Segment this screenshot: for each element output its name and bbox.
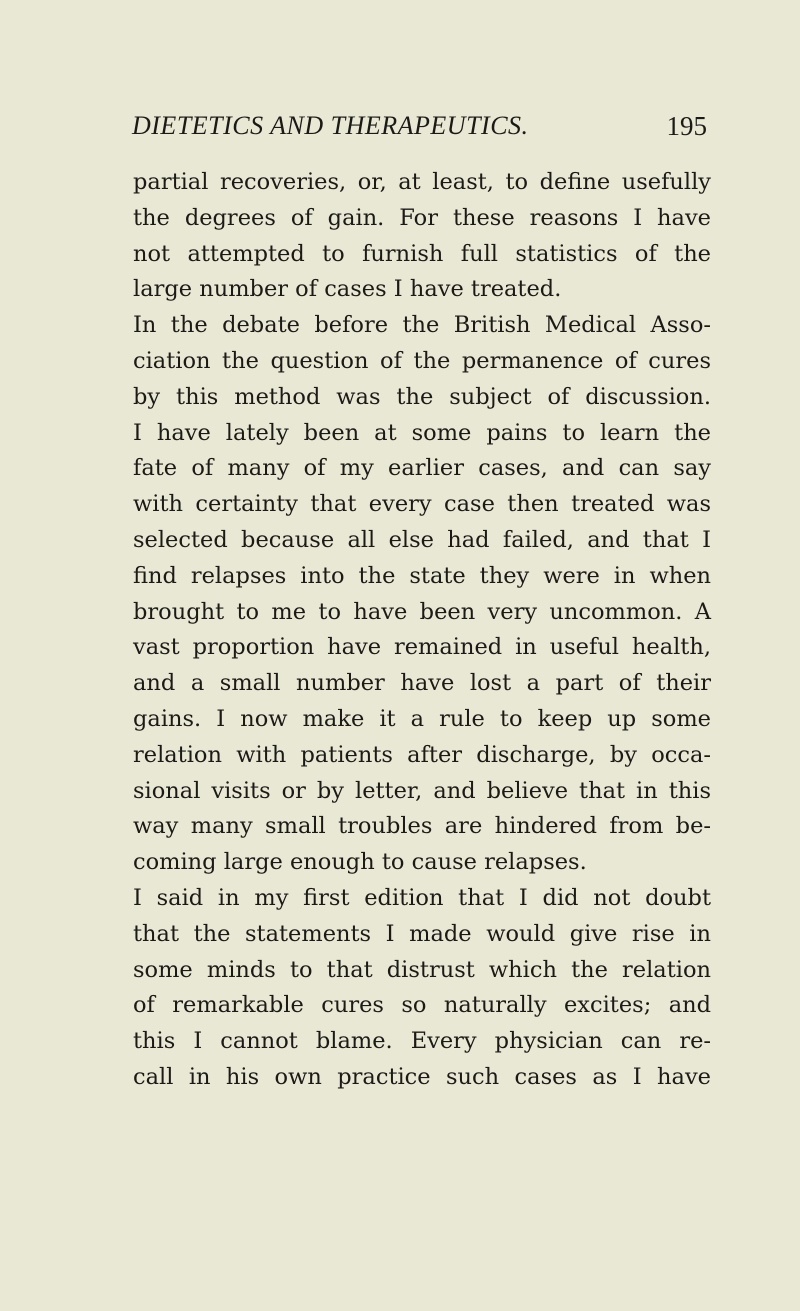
text-line: some minds to that distrust which the relation xyxy=(133,956,711,983)
text-line: call in his own practice such cases as I have xyxy=(133,1063,711,1090)
text-line: this I cannot blame. Every physician can re- xyxy=(133,1028,711,1055)
running-head: DIETETICS AND THERAPEUTICS. xyxy=(132,111,529,140)
text-line: with certainty that every case then treated was xyxy=(133,491,711,518)
text-line: coming large enough to cause relapses. xyxy=(133,849,587,876)
text-line: not attempted to furnish full statistics of the xyxy=(133,240,711,267)
text-line: I have lately been at some pains to learn the xyxy=(133,419,711,446)
text-line: the degrees of gain. For these reasons I have xyxy=(133,204,711,231)
text-line: of remarkable cures so naturally excites; and xyxy=(133,992,711,1019)
text-line: In the debate before the British Medical Asso- xyxy=(133,312,711,339)
text-line: brought to me to have been very uncommon. A xyxy=(133,598,711,625)
page-number: 195 xyxy=(666,110,707,141)
text-line: gains. I now make it a rule to keep up some xyxy=(133,705,711,732)
text-line: and a small number have lost a part of their xyxy=(133,670,711,697)
text-line: ciation the question of the permanence of cures xyxy=(133,347,711,374)
text-line: that the statements I made would give rise in xyxy=(133,920,711,947)
body-text xyxy=(133,165,711,1096)
text-line: partial recoveries, or, at least, to define usefully xyxy=(133,169,711,195)
text-line: relation with patients after discharge, by occa- xyxy=(133,741,711,768)
text-line: fate of many of my earlier cases, and can say xyxy=(133,455,711,482)
text-line: large number of cases I have treated. xyxy=(133,276,562,303)
text-line: by this method was the subject of discussion. xyxy=(133,383,711,410)
text-line: sional visits or by letter, and believe that in this xyxy=(133,777,711,804)
text-line: selected because all else had failed, and that I xyxy=(133,526,711,553)
text-line: way many small troubles are hindered from be- xyxy=(133,813,711,840)
text-line: I said in my first edition that I did not doubt xyxy=(133,884,711,911)
page-header xyxy=(132,106,707,146)
text-line: vast proportion have remained in useful health, xyxy=(133,634,711,661)
text-line: find relapses into the state they were in when xyxy=(133,562,711,589)
